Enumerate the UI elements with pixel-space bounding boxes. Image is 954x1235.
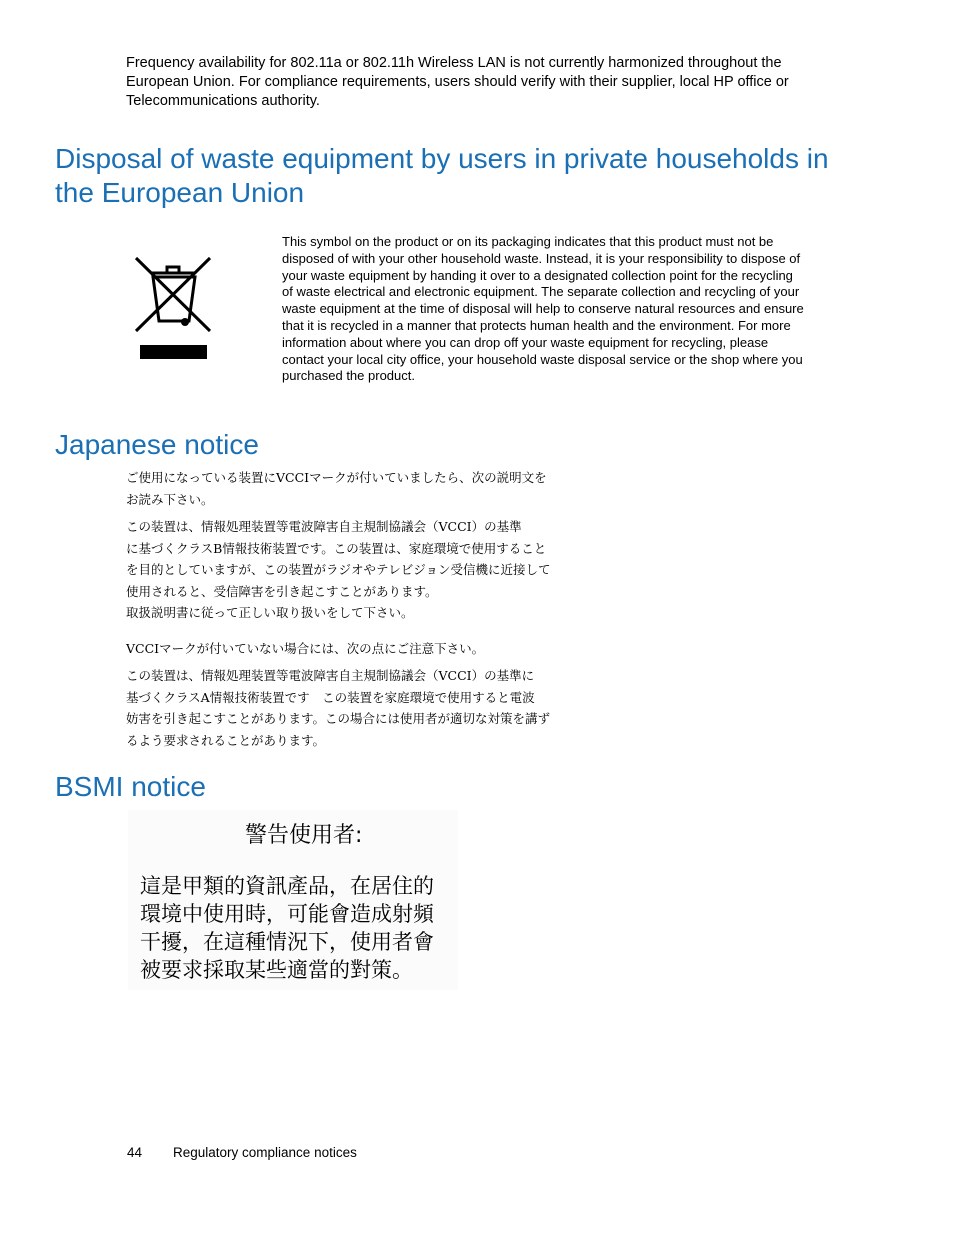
japanese-heading: Japanese notice: [55, 429, 259, 460]
japanese-line: 使用されると、受信障害を引き起こすことがあります。: [126, 583, 438, 599]
japanese-line: を目的としていますが、この装置がラジオやテレビジョン受信機に近接して: [126, 562, 551, 577]
bsmi-title: 警告使用者:: [245, 823, 363, 848]
japanese-notice-block-3: [126, 638, 606, 660]
page-number: 44: [127, 1145, 143, 1160]
japanese-line: お読み下さい。: [126, 491, 214, 507]
bsmi-line: 被要求採取某些適當的對策。: [140, 958, 413, 982]
japanese-notice-block-2: [126, 516, 606, 624]
japanese-notice-block-4: [126, 665, 606, 751]
disposal-heading: Disposal of waste equipment by users in private households in the European Union: [55, 143, 829, 208]
footer-section-title: Regulatory compliance notices: [173, 1145, 357, 1160]
japanese-line: に基づくクラスB情報技術装置です。この装置は、家庭環境で使用すること: [126, 540, 547, 556]
japanese-notice-block-1: [126, 467, 606, 510]
crossed-out-wheelie-bin-icon: [133, 255, 213, 361]
japanese-line: 取扱説明書に従って正しい取り扱いをして下さい。: [126, 605, 414, 620]
japanese-line: この装置は、情報処理装置等電波障害自主規制協議会（VCCI）の基準: [126, 519, 522, 534]
japanese-line: ご使用になっている装置にVCCIマークが付いていましたら、次の説明文を: [126, 470, 547, 485]
bsmi-heading: BSMI notice: [55, 771, 206, 802]
bsmi-body: [140, 872, 434, 984]
japanese-line: 基づくクラスA情報技術装置です この装置を家庭環境で使用すると電波: [126, 689, 535, 705]
bsmi-line: 干擾，在這種情況下，使用者會: [140, 930, 434, 954]
disposal-body: This symbol on the product or on its packaging indicates that this product must not be disposed of with your other household waste. Instead, it is your responsibility to dispose of your waste equipment by handing it over to a designated collection point for the recycling of waste electrical and electronic equipment. The separate collection and recycling of your waste equipment at the time of disposal will help to conserve natural resources and ensure that it is recycled in a manner that protects human health and the environment. For more information about where you can drop off your waste equipment for recycling, please contact your local city office, your household waste disposal service or the shop where you purchased the product.: [282, 234, 804, 384]
japanese-line: この装置は、情報処理装置等電波障害自主規制協議会（VCCI）の基準に: [126, 668, 535, 683]
bsmi-line: 這是甲類的資訊產品，在居住的: [140, 874, 434, 898]
intro-paragraph: Frequency availability for 802.11a or 802.11h Wireless LAN is not currently harmonized throughout the European Union. For compliance requirements, users should verify with their supplier, local HP office or Telecommunications authority.: [126, 55, 789, 109]
japanese-line: VCCIマークが付いていない場合には、次の点にご注意下さい。: [126, 641, 485, 656]
bsmi-line: 環境中使用時，可能會造成射頻: [140, 902, 434, 926]
japanese-line: 妨害を引き起こすことがあります。この場合には使用者が適切な対策を講ず: [126, 711, 551, 726]
japanese-line: るよう要求されることがあります。: [126, 732, 326, 748]
